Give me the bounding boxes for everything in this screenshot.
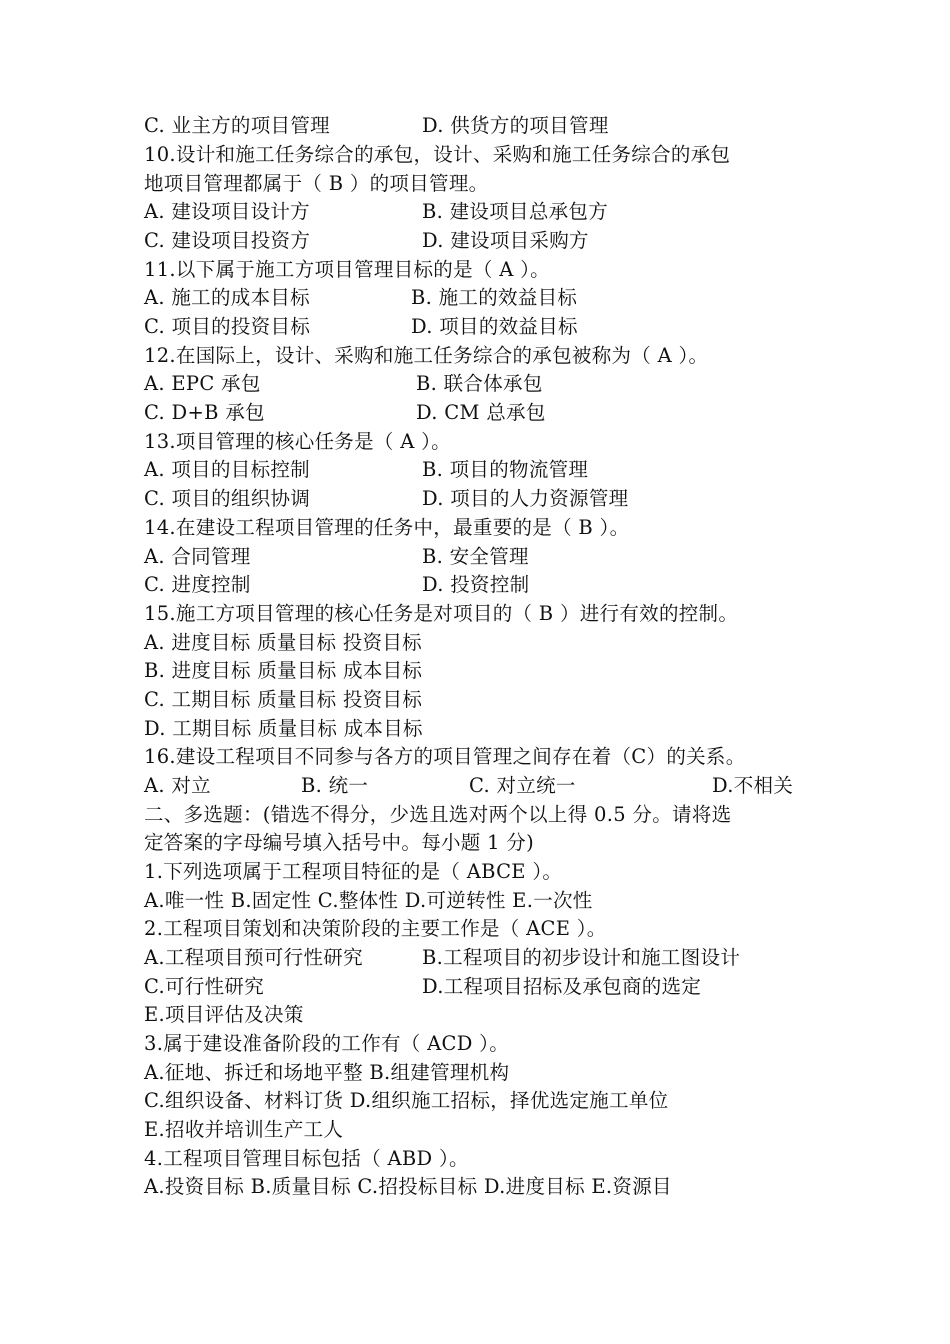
option-d: D. 项目的效益目标 [411, 315, 578, 338]
multi-question-4: 4.工程项目管理目标包括（ ABD ）。 [144, 1147, 469, 1170]
options-line [144, 313, 578, 341]
section-heading: 二、多选题：(错选不得分，少选且选对两个以上得 0.5 分。请将选 [144, 803, 732, 826]
option-d: D. CM 总承包 [416, 401, 546, 424]
option-b: B. 进度目标 质量目标 成本目标 [144, 659, 423, 682]
options-line: A.唯一性 B.固定性 C.整体性 D.可逆转性 E.一次性 [144, 889, 593, 912]
option-d: D. 工期目标 质量目标 成本目标 [144, 717, 423, 740]
options-line [144, 370, 543, 398]
options-line: A.投资目标 B.质量目标 C.招投标目标 D.进度目标 E.资源目 [144, 1175, 672, 1198]
option-a: A. 项目的目标控制 [144, 458, 310, 481]
options-line: A.征地、拆迁和场地平整 B.组建管理机构 [144, 1061, 510, 1084]
options-line [144, 227, 589, 255]
options-line [144, 399, 546, 427]
option-b: B.工程项目的初步设计和施工图设计 [422, 946, 741, 969]
options-line [144, 571, 530, 599]
options-line [144, 198, 609, 226]
option-c: C. 业主方的项目管理 [144, 114, 330, 137]
option-d: D. 供货方的项目管理 [422, 114, 609, 137]
option-e: E.项目评估及决策 [144, 1003, 304, 1026]
option-d: D. 项目的人力资源管理 [422, 487, 629, 510]
option-c: C. 项目的投资目标 [144, 315, 311, 338]
question-15: 15.施工方项目管理的核心任务是对项目的（ B ）进行有效的控制。 [144, 602, 739, 625]
option-a: A. 建设项目设计方 [144, 200, 310, 223]
option-b: B. 施工的效益目标 [411, 286, 578, 309]
question-11: 11.以下属于施工方项目管理目标的是（ A ）。 [144, 258, 550, 281]
multi-question-1: 1.下列选项属于工程项目特征的是（ ABCE ）。 [144, 860, 563, 883]
option-d: D. 建设项目采购方 [422, 229, 589, 252]
option-a: A. 施工的成本目标 [144, 286, 310, 309]
options-line [144, 485, 629, 513]
question-16: 16.建设工程项目不同参与各方的项目管理之间存在着（C）的关系。 [144, 745, 746, 768]
option-a: A. EPC 承包 [144, 372, 261, 395]
multi-question-3: 3.属于建设准备阶段的工作有（ ACD ）。 [144, 1032, 509, 1055]
option-e: E.招收并培训生产工人 [144, 1118, 344, 1141]
option-c: C.可行性研究 [144, 975, 265, 998]
multi-question-2: 2.工程项目策划和决策阶段的主要工作是（ ACE ）。 [144, 917, 607, 940]
options-line [144, 944, 741, 972]
options-line [144, 772, 794, 800]
options-line [144, 456, 589, 484]
option-d: D. 投资控制 [422, 573, 530, 596]
option-c: C. 进度控制 [144, 573, 251, 596]
section-heading-cont: 定答案的字母编号填入括号中。每小题 1 分) [144, 831, 535, 854]
question-10-line-2: 地项目管理都属于（ B ）的项目管理。 [144, 172, 489, 195]
option-c: C. 对立统一 [469, 774, 576, 797]
question-14: 14.在建设工程项目管理的任务中，最重要的是（ B ）。 [144, 516, 630, 539]
option-c: C. 建设项目投资方 [144, 229, 311, 252]
option-b: B. 联合体承包 [416, 372, 543, 395]
options-line [144, 973, 702, 1001]
options-line [144, 112, 609, 140]
option-a: A. 对立 [144, 774, 211, 797]
option-b: B. 安全管理 [422, 545, 529, 568]
option-c: C. 项目的组织协调 [144, 487, 311, 510]
option-c: C. D+B 承包 [144, 401, 265, 424]
options-line: C.组织设备、材料订货 D.组织施工招标，择优选定施工单位 [144, 1089, 669, 1112]
option-a: A.工程项目预可行性研究 [144, 946, 363, 969]
options-line [144, 543, 529, 571]
options-line [144, 284, 578, 312]
question-12: 12.在国际上，设计、采购和施工任务综合的承包被称为（ A ）。 [144, 344, 709, 367]
option-a: A. 合同管理 [144, 545, 251, 568]
option-c: C. 工期目标 质量目标 投资目标 [144, 688, 423, 711]
option-b: B. 统一 [301, 774, 369, 797]
option-b: B. 建设项目总承包方 [422, 200, 609, 223]
option-d: D.不相关 [712, 774, 794, 797]
option-b: B. 项目的物流管理 [422, 458, 589, 481]
option-a: A. 进度目标 质量目标 投资目标 [144, 631, 422, 654]
option-d: D.工程项目招标及承包商的选定 [422, 975, 702, 998]
question-10-line-1: 10.设计和施工任务综合的承包，设计、采购和施工任务综合的承包 [144, 143, 731, 166]
question-13: 13.项目管理的核心任务是（ A ）。 [144, 430, 451, 453]
